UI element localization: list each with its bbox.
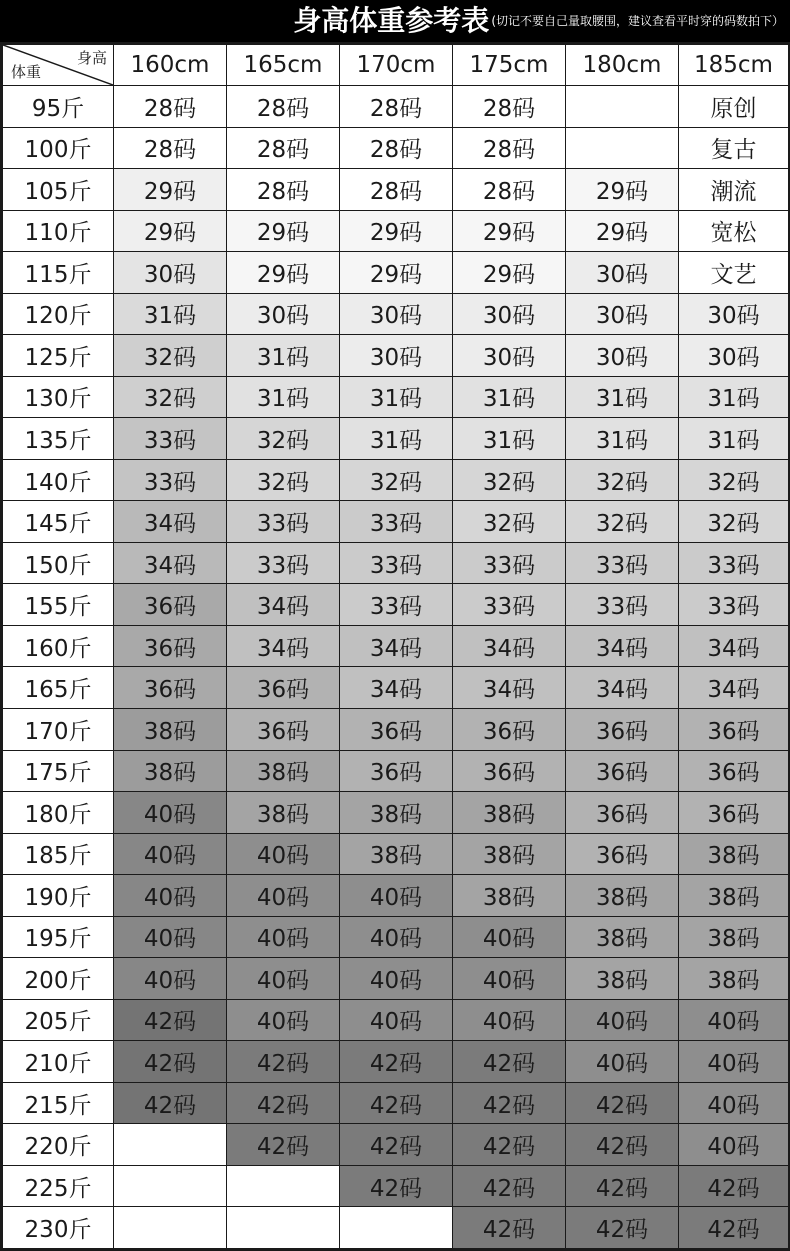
table-row: [3, 667, 789, 709]
weight-cell: 180斤: [3, 792, 114, 834]
size-cell: 28码: [453, 86, 566, 128]
size-cell: 42码: [566, 1124, 679, 1166]
size-cell: 40码: [340, 875, 453, 917]
table-row: [3, 625, 789, 667]
weight-cell: 165斤: [3, 667, 114, 709]
size-cell: 40码: [453, 999, 566, 1041]
size-cell: 29码: [453, 252, 566, 294]
size-cell: 40码: [340, 958, 453, 1000]
size-cell: 42码: [566, 1082, 679, 1124]
weight-cell: 125斤: [3, 335, 114, 377]
size-cell: 30码: [566, 293, 679, 335]
size-cell: 38码: [679, 875, 789, 917]
weight-cell: 190斤: [3, 875, 114, 917]
size-cell: 42码: [340, 1124, 453, 1166]
table-row: [3, 418, 789, 460]
size-cell: 42码: [679, 1165, 789, 1207]
size-cell: 30码: [114, 252, 227, 294]
size-cell: 42码: [114, 1041, 227, 1083]
size-cell: 29码: [227, 252, 340, 294]
weight-cell: 110斤: [3, 210, 114, 252]
size-cell: 28码: [340, 127, 453, 169]
size-cell: 31码: [227, 376, 340, 418]
size-cell: 31码: [340, 418, 453, 460]
size-cell: 34码: [453, 667, 566, 709]
size-cell: 31码: [340, 376, 453, 418]
weight-cell: 205斤: [3, 999, 114, 1041]
size-cell: 40码: [679, 999, 789, 1041]
size-cell: 38码: [566, 875, 679, 917]
size-cell: 34码: [114, 542, 227, 584]
size-cell: 34码: [340, 667, 453, 709]
size-cell: 40码: [340, 999, 453, 1041]
weight-cell: 230斤: [3, 1207, 114, 1249]
weight-cell: 105斤: [3, 169, 114, 211]
size-cell: 40码: [227, 999, 340, 1041]
size-cell: 36码: [453, 750, 566, 792]
size-cell: 36码: [566, 750, 679, 792]
size-cell: 34码: [227, 625, 340, 667]
size-cell: 42码: [453, 1082, 566, 1124]
size-cell: 28码: [227, 169, 340, 211]
size-cell: 34码: [566, 667, 679, 709]
size-cell: 29码: [340, 252, 453, 294]
size-cell: 38码: [340, 792, 453, 834]
height-header: 180cm: [566, 45, 679, 86]
size-cell: 31码: [566, 376, 679, 418]
size-cell: 40码: [679, 1041, 789, 1083]
size-cell: 36码: [679, 708, 789, 750]
size-cell: 38码: [340, 833, 453, 875]
size-cell: 42码: [340, 1165, 453, 1207]
weight-cell: 185斤: [3, 833, 114, 875]
size-cell: 42码: [566, 1165, 679, 1207]
size-cell: 40码: [566, 1041, 679, 1083]
size-cell: 33码: [340, 501, 453, 543]
size-cell: 28码: [227, 127, 340, 169]
table-row: [3, 335, 789, 377]
size-cell: 36码: [340, 708, 453, 750]
table-row: [3, 169, 789, 211]
size-cell: 36码: [566, 833, 679, 875]
size-cell: 33码: [114, 459, 227, 501]
size-cell: 34码: [340, 625, 453, 667]
size-cell: 40码: [227, 916, 340, 958]
size-cell: 30码: [453, 335, 566, 377]
size-cell: 32码: [227, 459, 340, 501]
height-header: 165cm: [227, 45, 340, 86]
table-row: [3, 86, 789, 128]
size-cell: 30码: [227, 293, 340, 335]
size-cell: 42码: [453, 1165, 566, 1207]
weight-cell: 225斤: [3, 1165, 114, 1207]
size-cell: 29码: [114, 169, 227, 211]
size-cell: 原创: [679, 86, 789, 128]
size-cell: 40码: [453, 958, 566, 1000]
size-cell: 32码: [114, 376, 227, 418]
size-cell: 30码: [679, 335, 789, 377]
page-title: 身高体重参考表: [293, 4, 490, 37]
size-cell: 32码: [453, 459, 566, 501]
size-cell: 28码: [227, 86, 340, 128]
size-cell: 32码: [227, 418, 340, 460]
table-row: [3, 999, 789, 1041]
table-row: [3, 293, 789, 335]
size-cell: 40码: [679, 1124, 789, 1166]
size-cell: 42码: [227, 1082, 340, 1124]
size-cell: 36码: [114, 584, 227, 626]
corner-cell: [3, 45, 114, 86]
size-cell: 42码: [453, 1041, 566, 1083]
size-cell: 33码: [227, 542, 340, 584]
size-cell: 29码: [453, 210, 566, 252]
size-cell: 34码: [114, 501, 227, 543]
size-cell: 31码: [679, 418, 789, 460]
table-row: [3, 916, 789, 958]
table-row: [3, 127, 789, 169]
size-cell: 32码: [340, 459, 453, 501]
size-cell: 30码: [679, 293, 789, 335]
size-cell: 40码: [566, 999, 679, 1041]
size-cell: 29码: [227, 210, 340, 252]
size-cell: 42码: [453, 1124, 566, 1166]
weight-cell: 95斤: [3, 86, 114, 128]
size-cell: [114, 1207, 227, 1249]
size-cell: 40码: [114, 875, 227, 917]
size-cell: 31码: [566, 418, 679, 460]
size-cell: 复古: [679, 127, 789, 169]
size-cell: 38码: [453, 833, 566, 875]
size-cell: 36码: [453, 708, 566, 750]
size-cell: 34码: [453, 625, 566, 667]
size-cell: 28码: [114, 127, 227, 169]
size-cell: 36码: [227, 708, 340, 750]
table-row: [3, 833, 789, 875]
size-cell: 32码: [679, 501, 789, 543]
table-row: [3, 1124, 789, 1166]
table-row: [3, 584, 789, 626]
weight-cell: 215斤: [3, 1082, 114, 1124]
size-cell: 40码: [114, 833, 227, 875]
size-cell: 32码: [679, 459, 789, 501]
size-cell: 36码: [114, 625, 227, 667]
size-cell: 36码: [566, 792, 679, 834]
table-row: [3, 1041, 789, 1083]
size-cell: 38码: [679, 916, 789, 958]
size-cell: 30码: [566, 252, 679, 294]
size-cell: 30码: [453, 293, 566, 335]
size-cell: 40码: [114, 958, 227, 1000]
size-cell: 34码: [227, 584, 340, 626]
weight-cell: 220斤: [3, 1124, 114, 1166]
size-cell: 36码: [340, 750, 453, 792]
size-cell: 42码: [114, 1082, 227, 1124]
weight-cell: 175斤: [3, 750, 114, 792]
size-cell: 36码: [679, 750, 789, 792]
weight-cell: 170斤: [3, 708, 114, 750]
size-cell: 42码: [340, 1082, 453, 1124]
title-note: (切记不要自己量取腰围，建议查看平时穿的码数拍下）: [491, 14, 784, 28]
size-cell: 30码: [340, 293, 453, 335]
size-cell: [566, 86, 679, 128]
size-cell: 32码: [453, 501, 566, 543]
size-cell: 29码: [340, 210, 453, 252]
size-cell: 31码: [679, 376, 789, 418]
height-header: 170cm: [340, 45, 453, 86]
weight-cell: 155斤: [3, 584, 114, 626]
size-cell: 38码: [679, 833, 789, 875]
weight-cell: 150斤: [3, 542, 114, 584]
size-cell: 38码: [114, 750, 227, 792]
size-cell: 32码: [566, 501, 679, 543]
table-row: [3, 376, 789, 418]
weight-cell: 120斤: [3, 293, 114, 335]
size-cell: 38码: [453, 875, 566, 917]
table-row: [3, 1082, 789, 1124]
size-cell: 34码: [566, 625, 679, 667]
table-row: [3, 1207, 789, 1249]
size-cell: 33码: [340, 584, 453, 626]
size-cell: 42码: [453, 1207, 566, 1249]
size-cell: 31码: [453, 376, 566, 418]
size-cell: 33码: [340, 542, 453, 584]
weight-cell: 140斤: [3, 459, 114, 501]
corner-weight-label: 体重: [11, 63, 42, 81]
size-cell: 28码: [453, 169, 566, 211]
size-cell: 31码: [227, 335, 340, 377]
table-row: [3, 1165, 789, 1207]
table-row: [3, 958, 789, 1000]
size-cell: 36码: [566, 708, 679, 750]
size-cell: 38码: [679, 958, 789, 1000]
size-cell: 潮流: [679, 169, 789, 211]
size-cell: 33码: [679, 584, 789, 626]
size-cell: 28码: [114, 86, 227, 128]
size-chart-table: [0, 42, 790, 1251]
weight-cell: 195斤: [3, 916, 114, 958]
size-cell: 38码: [114, 708, 227, 750]
size-cell: 42码: [679, 1207, 789, 1249]
weight-cell: 160斤: [3, 625, 114, 667]
size-cell: 29码: [566, 169, 679, 211]
corner-height-label: 身高: [76, 49, 107, 67]
table-row: [3, 459, 789, 501]
size-cell: 28码: [453, 127, 566, 169]
size-cell: [340, 1207, 453, 1249]
size-cell: 42码: [566, 1207, 679, 1249]
header-row: [3, 45, 789, 86]
size-cell: 29码: [114, 210, 227, 252]
height-header: 185cm: [679, 45, 789, 86]
weight-cell: 145斤: [3, 501, 114, 543]
size-cell: [227, 1165, 340, 1207]
size-cell: 40码: [453, 916, 566, 958]
size-cell: 38码: [566, 916, 679, 958]
size-cell: 40码: [340, 916, 453, 958]
size-cell: 40码: [227, 875, 340, 917]
title-bar: [0, 0, 790, 42]
table-row: [3, 252, 789, 294]
size-cell: [566, 127, 679, 169]
size-cell: 32码: [566, 459, 679, 501]
size-cell: 宽松: [679, 210, 789, 252]
size-cell: 38码: [566, 958, 679, 1000]
size-cell: 42码: [227, 1124, 340, 1166]
size-cell: 42码: [227, 1041, 340, 1083]
size-cell: 38码: [453, 792, 566, 834]
size-cell: 文艺: [679, 252, 789, 294]
table-row: [3, 750, 789, 792]
size-cell: 33码: [114, 418, 227, 460]
size-cell: 33码: [453, 542, 566, 584]
size-cell: 29码: [566, 210, 679, 252]
size-cell: 40码: [227, 833, 340, 875]
size-cell: [114, 1165, 227, 1207]
size-cell: 33码: [566, 584, 679, 626]
table-row: [3, 210, 789, 252]
size-cell: 33码: [227, 501, 340, 543]
table-row: [3, 542, 789, 584]
size-cell: 40码: [114, 792, 227, 834]
size-cell: 40码: [114, 916, 227, 958]
size-cell: 34码: [679, 667, 789, 709]
weight-cell: 210斤: [3, 1041, 114, 1083]
size-cell: 30码: [340, 335, 453, 377]
size-cell: 36码: [114, 667, 227, 709]
height-header: 175cm: [453, 45, 566, 86]
size-cell: 28码: [340, 86, 453, 128]
size-cell: 33码: [679, 542, 789, 584]
height-header: 160cm: [114, 45, 227, 86]
size-cell: 34码: [679, 625, 789, 667]
size-cell: 31码: [114, 293, 227, 335]
table-row: [3, 708, 789, 750]
size-cell: 30码: [566, 335, 679, 377]
size-cell: 36码: [227, 667, 340, 709]
weight-cell: 115斤: [3, 252, 114, 294]
size-cell: [114, 1124, 227, 1166]
size-cell: 28码: [340, 169, 453, 211]
weight-cell: 200斤: [3, 958, 114, 1000]
weight-cell: 130斤: [3, 376, 114, 418]
size-cell: 33码: [566, 542, 679, 584]
size-cell: 38码: [227, 750, 340, 792]
table-row: [3, 792, 789, 834]
size-cell: 42码: [340, 1041, 453, 1083]
table-row: [3, 501, 789, 543]
table-row: [3, 875, 789, 917]
size-cell: 31码: [453, 418, 566, 460]
weight-cell: 100斤: [3, 127, 114, 169]
size-cell: 40码: [679, 1082, 789, 1124]
size-cell: 40码: [227, 958, 340, 1000]
size-cell: 33码: [453, 584, 566, 626]
size-cell: 38码: [227, 792, 340, 834]
size-cell: 36码: [679, 792, 789, 834]
size-cell: 32码: [114, 335, 227, 377]
size-cell: [227, 1207, 340, 1249]
size-cell: 42码: [114, 999, 227, 1041]
weight-cell: 135斤: [3, 418, 114, 460]
